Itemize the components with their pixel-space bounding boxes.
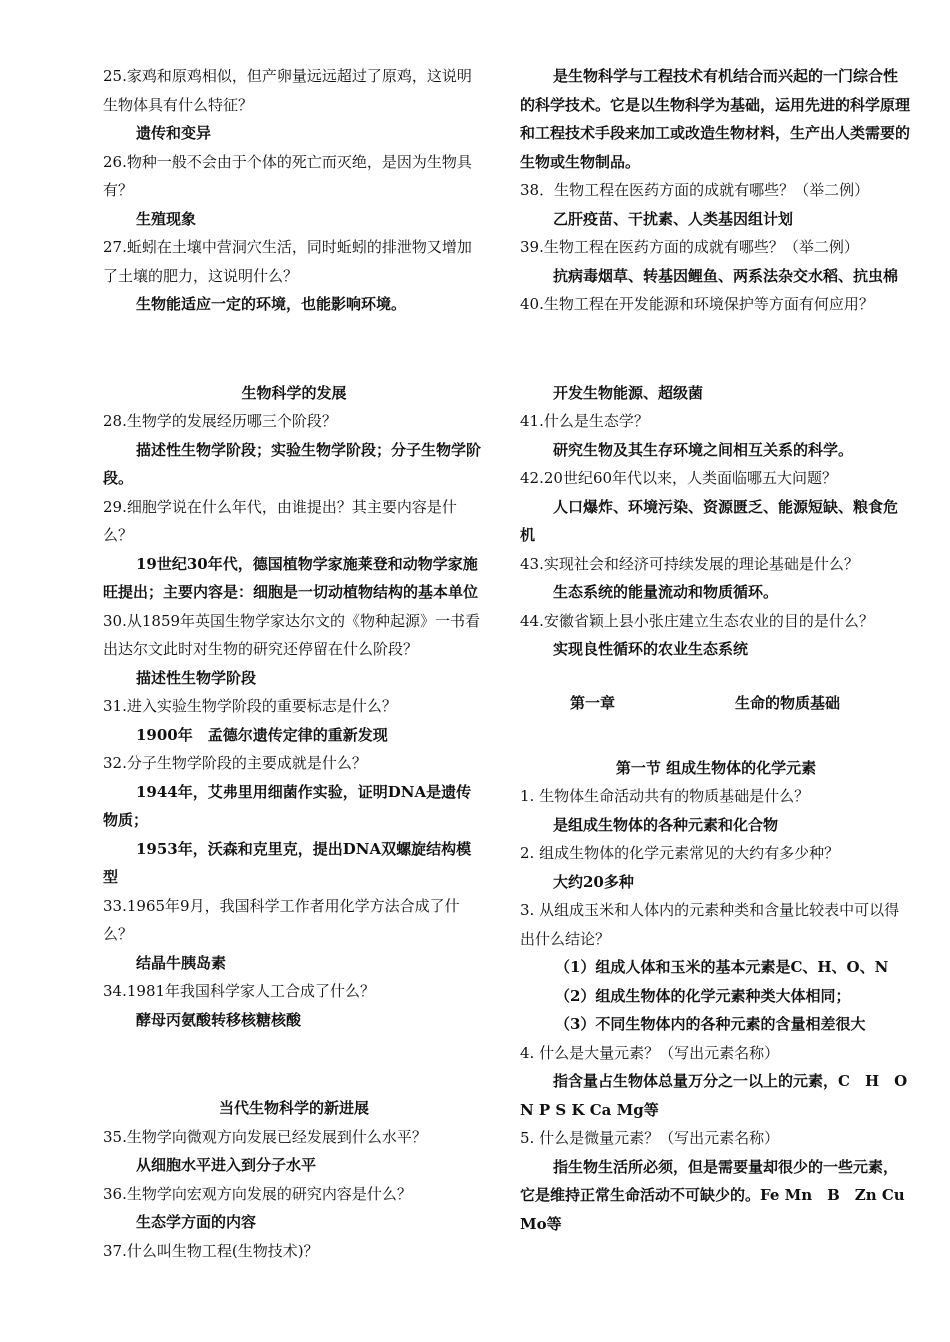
question: 29.细胞学说在什么年代，由谁提出？其主要内容是什么？ xyxy=(103,497,457,544)
question: 36.生物学向宏观方向发展的研究内容是什么？ xyxy=(103,1184,412,1203)
question: 32.分子生物学阶段的主要成就是什么？ xyxy=(103,754,367,772)
chapter-number: 第一章 xyxy=(570,694,616,712)
question: 27.蚯蚓在土壤中营洞穴生活，同时蚯蚓的排泄物又增加了土壤的肥力，这说明什么？ xyxy=(103,238,472,285)
left-column xyxy=(103,62,485,1265)
question: 38．生物工程在医药方面的成就有哪些？（举二例） xyxy=(520,181,870,199)
question: 2. 组成生物体的化学元素常见的大约有多少种？ xyxy=(520,844,840,862)
answer-item: （1）组成人体和玉米的基本元素是C、H、O、N xyxy=(555,958,889,976)
spacer xyxy=(103,335,485,363)
question: 37.什么叫生物工程(生物技术)？ xyxy=(103,1241,319,1260)
question: 44.安徽省颖上县小张庄建立生态农业的目的是什么？ xyxy=(520,611,874,630)
question: 43.实现社会和经济可持续发展的理论基础是什么？ xyxy=(520,554,859,573)
answer: 19世纪30年代，德国植物学家施莱登和动物学家施旺提出；主要内容是：细胞是一切动植物结构的基本单位 xyxy=(103,554,479,601)
answer: 描述性生物学阶段；实验生物学阶段；分子生物学阶段。 xyxy=(103,440,482,487)
answer: 开发生物能源、超级菌 xyxy=(553,383,704,402)
answer: 描述性生物学阶段 xyxy=(136,668,257,687)
answer: 研究生物及其生存环境之间相互关系的科学。 xyxy=(553,440,854,459)
question: 41.什么是生态学？ xyxy=(520,412,649,430)
question: 33.1965年9月，我国科学工作者用化学方法合成了什么？ xyxy=(103,896,460,943)
question: 30.从1859年英国生物学家达尔文的《物种起源》一书看出达尔文此时对生物的研究还停留在什么阶段？ xyxy=(103,611,481,658)
answer: 大约20多种 xyxy=(553,872,634,891)
question: 31.进入实验生物学阶段的重要标志是什么？ xyxy=(103,697,397,715)
answer: 生殖现象 xyxy=(136,209,197,228)
right-column xyxy=(520,62,912,1238)
question: 5. 什么是微量元素？（写出元素名称） xyxy=(520,1129,780,1147)
answer: 是组成生物体的各种元素和化合物 xyxy=(553,815,779,834)
answer: 1953年，沃森和克里克，提出DNA双螺旋结构模型 xyxy=(103,839,472,886)
answer: 人口爆炸、环境污染、资源匮乏、能源短缺、粮食危机 xyxy=(520,497,899,544)
answer: 从细胞水平进入到分子水平 xyxy=(136,1156,317,1174)
answer-item: （2）组成生物体的化学元素种类大体相同； xyxy=(555,986,851,1005)
answer: 1900年 孟德尔遗传定律的重新发现 xyxy=(136,725,388,744)
right-top-section xyxy=(520,62,912,664)
question: 25.家鸡和原鸡相似，但产卵量远远超过了原鸡，这说明生物体具有什么特征？ xyxy=(103,67,472,114)
answer: 实现良性循环的农业生态系统 xyxy=(553,640,749,658)
answer: 抗病毒烟草、转基因鲤鱼、两系法杂交水稻、抗虫棉 xyxy=(553,266,899,285)
answer: 是生物科学与工程技术有机结合而兴起的一门综合性的科学技术。它是以生物科学为基础，运用先进的科学原理和工程技术手段来加工或改造生物材料，生产出人类需要的生物或生物制品。 xyxy=(520,67,911,171)
right-bottom-section xyxy=(520,754,912,1239)
question: 34.1981年我国科学家人工合成了什么？ xyxy=(103,982,376,1000)
answer: 生物能适应一定的环境，也能影响环境。 xyxy=(136,295,407,313)
question: 42.20世纪60年代以来，人类面临哪五大问题？ xyxy=(520,469,838,487)
answer: 指生物生活所必须，但是需要量却很少的一些元素，它是维持正常生命活动不可缺少的。Fe Mn B Zn Cu Mo等 xyxy=(520,1157,905,1233)
question: 40.生物工程在开发能源和环境保护等方面有何应用？ xyxy=(520,295,874,313)
answer: 1944年，艾弗里用细菌作实验，证明DNA是遗传物质； xyxy=(103,782,472,829)
answer: 生态学方面的内容 xyxy=(136,1213,257,1231)
question: 39.生物工程在医药方面的成就有哪些？（举二例） xyxy=(520,238,859,256)
section-heading: 当代生物科学的新进展 xyxy=(218,1099,369,1117)
spacer xyxy=(520,335,912,363)
answer: 生态系统的能量流动和物质循环。 xyxy=(553,583,779,601)
answer: 遗传和变异 xyxy=(136,124,212,142)
section-heading: 第一节 组成生物体的化学元素 xyxy=(615,758,817,777)
answer-item: （3）不同生物体内的各种元素的含量相差很大 xyxy=(555,1015,866,1033)
question: 28.生物学的发展经历哪三个阶段？ xyxy=(103,412,337,430)
question: 26.物种一般不会由于个体的死亡而灭绝，是因为生物具有？ xyxy=(103,152,472,199)
section-heading: 生物科学的发展 xyxy=(241,383,347,402)
question: 4. 什么是大量元素？（写出元素名称） xyxy=(520,1043,780,1062)
answer: 指含量占生物体总量万分之一以上的元素，C H O N P S K Ca Mg等 xyxy=(520,1072,908,1119)
chapter-title: 生命的物质基础 xyxy=(735,694,841,712)
answer: 结晶牛胰岛素 xyxy=(136,953,227,972)
answer: 酵母丙氨酸转移核糖核酸 xyxy=(136,1010,302,1029)
spacer xyxy=(103,1050,485,1078)
answer: 乙肝疫苗、干扰素、人类基因组计划 xyxy=(553,209,794,228)
question: 1. 生物体生命活动共有的物质基础是什么？ xyxy=(520,787,810,805)
question: 35.生物学向微观方向发展已经发展到什么水平？ xyxy=(103,1127,427,1146)
question: 3. 从组成玉米和人体内的元素种类和含量比较表中可以得出什么结论？ xyxy=(520,901,900,948)
